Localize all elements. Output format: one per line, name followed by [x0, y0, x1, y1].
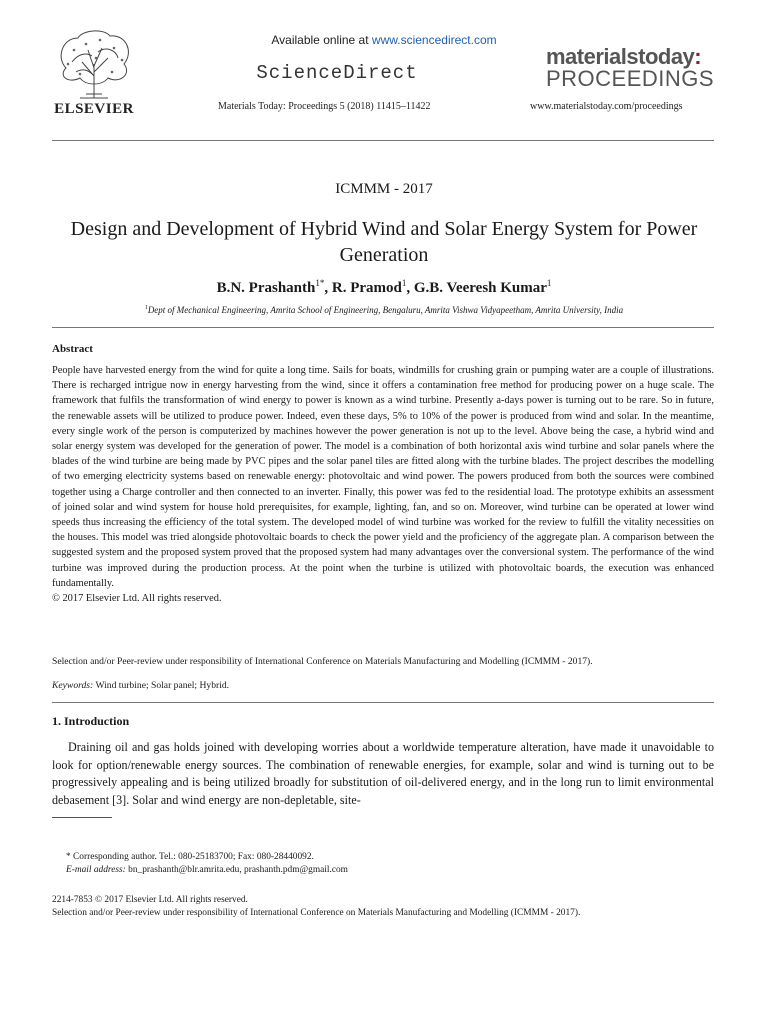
- keywords: [52, 680, 229, 691]
- abstract-peer-review: Selection and/or Peer-review under responsibility of International Conference on Materials Manufacturing and Modelling (ICMMM - 2017).: [52, 656, 593, 667]
- affiliation-text: Dept of Mechanical Engineering, Amrita School of Engineering, Bengaluru, Amrita Vishwa Vidyapeetham, Amrita University, India: [147, 305, 624, 315]
- mt-logo-colon: :: [694, 44, 702, 69]
- sciencedirect-link[interactable]: www.sciencedirect.com: [371, 33, 497, 47]
- materials-today-logo: [546, 46, 714, 90]
- author-name: B.N. Prashanth: [216, 280, 316, 296]
- elsevier-wordmark: ELSEVIER: [54, 101, 134, 117]
- mt-logo-line1: materialstoday: [546, 44, 695, 69]
- journal-reference: Materials Today: Proceedings 5 (2018) 11415–11422: [218, 101, 431, 112]
- affiliation: [0, 305, 768, 315]
- issn-line: 2214-7853 © 2017 Elsevier Ltd. All rights reserved.: [52, 895, 248, 905]
- bottom-peer-review: Selection and/or Peer-review under responsibility of International Conference on Materials Manufacturing and Modelling (ICMMM - 2017).: [52, 908, 581, 918]
- introduction-body: [52, 739, 714, 809]
- author-list: B.N. Prashanth$^{1*}$, R. Pramod$^1$, G.B. Veeresh Kumar$^1$: [216, 278, 552, 296]
- keywords-text: Wind turbine; Solar panel; Hybrid.: [93, 680, 230, 691]
- footnote-rule: [52, 817, 112, 818]
- email-addresses[interactable]: bn_prashanth@blr.amrita.edu, prashanth.pdm@gmail.com: [125, 865, 348, 875]
- abstract-body: [52, 363, 714, 606]
- affiliation-sup: 1: [144, 305, 148, 311]
- available-prefix: Available online at: [271, 33, 372, 47]
- abstract-heading: Abstract: [52, 343, 93, 355]
- paper-title: Design and Development of Hybrid Wind and Solar Energy System for Power Generation: [70, 218, 698, 266]
- author-name: R. Pramod: [331, 280, 402, 296]
- author-sup: 1: [401, 278, 407, 288]
- email-label: E-mail address:: [66, 865, 126, 875]
- abstract-bottom-rule: [52, 702, 714, 703]
- abstract-text: People have harvested energy from the wind for quite a long time. Sails for boats, windmills for crushing grain or pumping water are a couple of illustrations. There is recharged intrigue now in energy harvesting from the wind, since it offers a contamination free method for producing power on a huge scale. The framework that fulfils the transformation of wind energy to power is known as a wind turbine. Presently a-days power is turning out to be rare. So in future, the renewable assets will be utilized to produce power. Indeed, even these days, 5% to 10% of the power is produced from wind and solar. In the meantime, every single work of the person is computerized by machines however the power generation is not up to the level. Above being the case, a hybrid wind and solar energy system was developed for the generation of power. The model is a combination of both horizontal axis wind turbine and solar panels where the blades of the wind turbine are being made by PVC pipes and the solar panel tiles are fitted along with the turbine blades. The project describes the modelling of two emerging electricity systems based on renewable energy: photovoltaic and wind power. The powers produced from both the sources were combined together using a Charge controller and then connected to an inverter. Finally, this power was fed to the residential load. The prototype exhibits an assessment of joined solar and wind system for house hold prerequisites, for example, lighting, fan, and so on. Moreover, wind turbine can be operated at lower wind speeds thus increasing the efficiency of the total system. The developed model of wind turbine was worked for the review to fulfill the vitality necessities on the houses. This model was tried alongside photovoltaic boards to check the power yield and the proficiency of the aggregate plan. A comparison between the suggested system and the proposed system proved that the proposed system had many advantages over the conversional system. The performance of the wind turbine was improved during the production process. At the point when the turbine is utilized with photovoltaic boards, the execution was enhanced fundamentally.: [52, 365, 714, 589]
- sciencedirect-wordmark: ScienceDirect: [256, 62, 418, 84]
- conference-name: ICMMM - 2017: [335, 181, 433, 197]
- introduction-heading: 1. Introduction: [52, 714, 130, 728]
- email-line: [66, 865, 348, 875]
- journal-url[interactable]: www.materialstoday.com/proceedings: [530, 101, 683, 112]
- corresponding-author: * Corresponding author. Tel.: 080-25183700; Fax: 080-28440092.: [66, 852, 314, 862]
- author-sup: 1*: [315, 278, 325, 288]
- keywords-label: Keywords:: [52, 680, 94, 691]
- introduction-text: Draining oil and gas holds joined with developing worries about a worldwide temperature alteration, have made it unavoidable to look for option/renewable energy sources. The combination of renewable energies, for example, solar and wind is turning out to be progressively appealing and is being utilized broadly for substitution of oil-delivered energy, and in the long run to limit environmental debasement [3]. Solar and wind energy are non-depletable, site-: [52, 740, 714, 807]
- author-sup: 1: [546, 278, 552, 288]
- mt-logo-line2: PROCEEDINGS: [546, 66, 715, 91]
- copyright-line: © 2017 Elsevier Ltd. All rights reserved.: [52, 593, 222, 605]
- author-name: G.B. Veeresh Kumar: [413, 280, 547, 296]
- abstract-top-rule: [52, 327, 714, 328]
- header-rule: [52, 140, 714, 141]
